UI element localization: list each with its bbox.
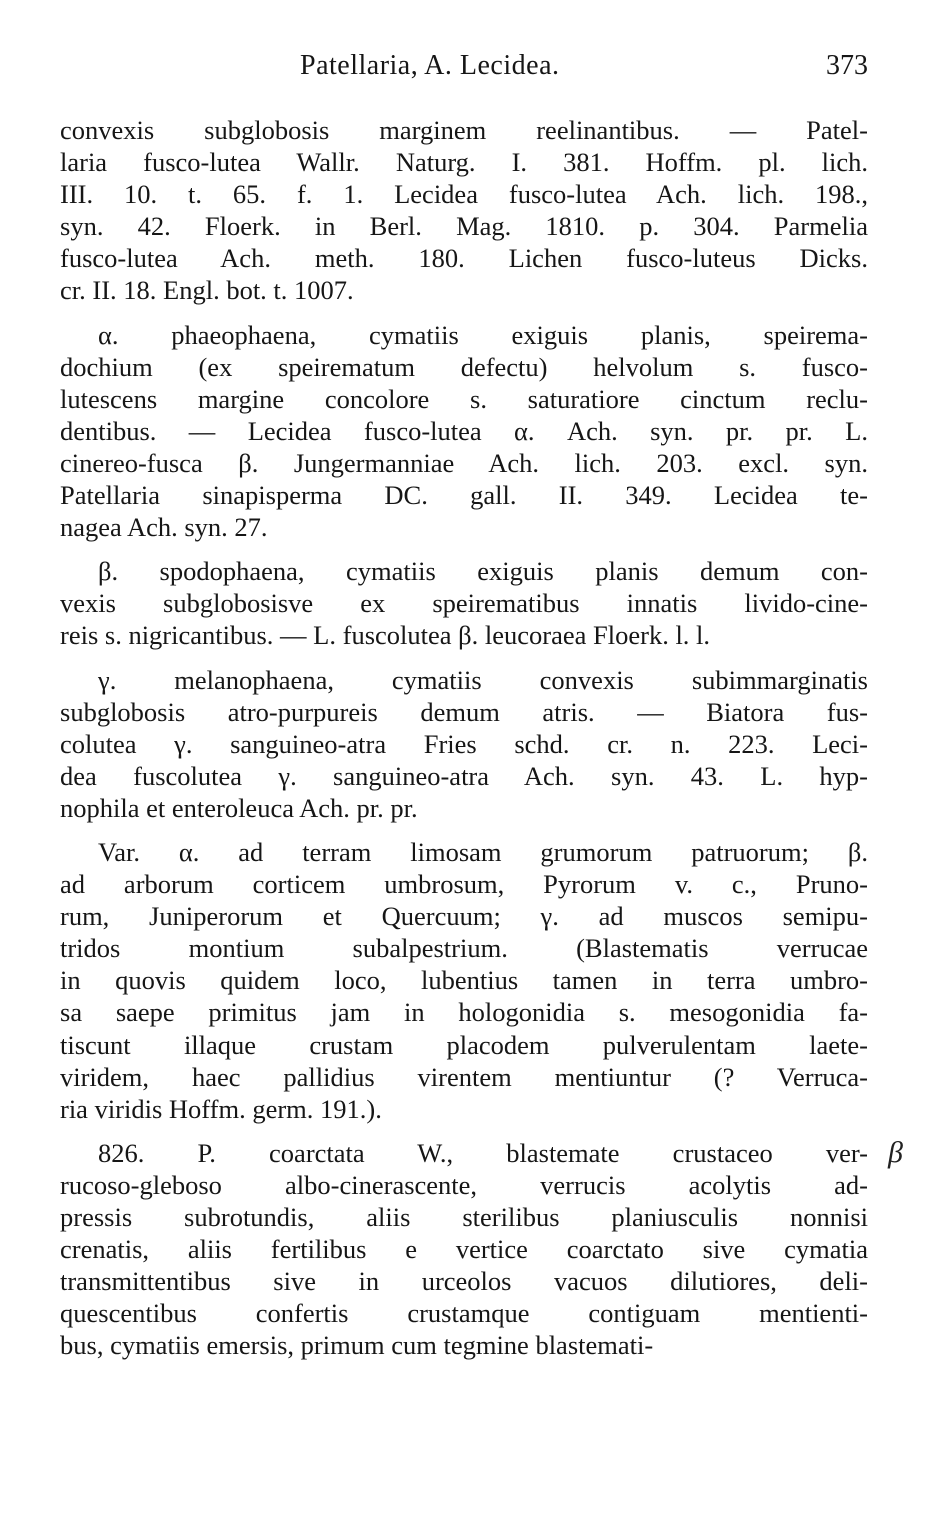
text-line: ria viridis Hoffm. germ. 191.). (60, 1093, 382, 1124)
text-line: ad arborum corticem umbrosum, Pyrorum v. c., Pruno- (60, 869, 868, 900)
text-line: syn. 42. Floerk. in Berl. Mag. 1810. p. 304. Parmelia (60, 211, 868, 242)
text-line: tridos montium subalpestrium. (Blastematis verrucae (60, 933, 868, 964)
text-line: 826. P. coarctata W., blastemate crustaceo ver- (98, 1137, 868, 1168)
text-line: colutea γ. sanguineo-atra Fries schd. cr. n. 223. Leci- (60, 728, 868, 759)
text-line: bus, cymatiis emersis, primum cum tegmine blastemati- (60, 1330, 654, 1361)
text-line: Var. α. ad terram limosam grumorum patruorum; β. (98, 836, 868, 867)
text-line: cr. II. 18. Engl. bot. t. 1007. (60, 275, 354, 306)
text-line: cinereo-fusca β. Jungermanniae Ach. lich. 203. excl. syn. (60, 447, 868, 478)
text-line: rum, Juniperorum et Quercuum; γ. ad muscos semipu- (60, 901, 868, 932)
text-line: dochium (ex speirematum defectu) helvolum s. fusco- (60, 351, 868, 382)
text-line: dea fuscolutea γ. sanguineo-atra Ach. syn. 43. L. hyp- (60, 760, 868, 791)
text-line: vexis subglobosisve ex speirematibus innatis livido-cine- (60, 588, 868, 619)
paragraph (60, 114, 868, 307)
text-line: III. 10. t. 65. f. 1. Lecidea fusco-lutea Ach. lich. 198., (60, 179, 868, 210)
text-line: convexis subglobosis marginem reelinantibus. — Patel- (60, 115, 868, 145)
text-line: β. spodophaena, cymatiis exiguis planis demum con- (98, 556, 868, 587)
page-header (60, 44, 868, 88)
text-line: Patellaria sinapisperma DC. gall. II. 349. Lecidea te- (60, 480, 868, 511)
text-line: rucoso-gleboso albo-cinerascente, verrucis acolytis ad- (60, 1169, 868, 1200)
text-line: pressis subrotundis, aliis sterilibus planiusculis nonnisi (60, 1202, 868, 1232)
text-line: lutescens margine concolore s. saturatiore cinctum reclu- (60, 383, 868, 414)
body-text (60, 114, 868, 1361)
text-line: tiscunt illaque crustam placodem pulverulentam laete- (60, 1029, 868, 1060)
paragraph (60, 836, 868, 1125)
page-number: 373 (826, 50, 868, 81)
running-title: Patellaria, A. Lecidea. (300, 50, 560, 81)
text-line: γ. melanophaena, cymatiis convexis subimmarginatis (98, 664, 868, 695)
text-line: nophila et enteroleuca Ach. pr. pr. (60, 792, 418, 823)
text-line: subglobosis atro-purpureis demum atris. — Biatora fus- (60, 696, 868, 727)
paragraph (60, 555, 868, 651)
paragraph (60, 1137, 868, 1362)
text-line: viridem, haec pallidius virentem mentiuntur (? Verruca- (60, 1061, 868, 1092)
text-line: sa saepe primitus jam in hologonidia s. mesogonidia fa- (60, 997, 868, 1028)
paragraph (60, 319, 868, 544)
text-line: nagea Ach. syn. 27. (60, 512, 268, 543)
text-line: laria fusco-lutea Wallr. Naturg. I. 381. Hoffm. pl. lich. (60, 147, 868, 178)
text-line: α. phaeophaena, cymatiis exiguis planis, speirema- (98, 319, 868, 350)
text-line: quescentibus confertis crustamque contiguam mentienti- (60, 1298, 868, 1329)
text-line: in quovis quidem loco, lubentius tamen in terra umbro- (60, 965, 868, 996)
text-line: transmittentibus sive in urceolos vacuos dilutiores, deli- (60, 1266, 868, 1297)
text-line: crenatis, aliis fertilibus e vertice coarctato sive cymatia (60, 1234, 868, 1265)
text-line: dentibus. — Lecidea fusco-lutea α. Ach. syn. pr. pr. L. (60, 415, 868, 446)
text-line: reis s. nigricantibus. — L. fuscolutea β. leucoraea Floerk. l. l. (60, 620, 711, 651)
text-line: fusco-lutea Ach. meth. 180. Lichen fusco-luteus Dicks. (60, 243, 868, 274)
paragraph (60, 664, 868, 824)
margin-annotation: β (888, 1136, 903, 1169)
